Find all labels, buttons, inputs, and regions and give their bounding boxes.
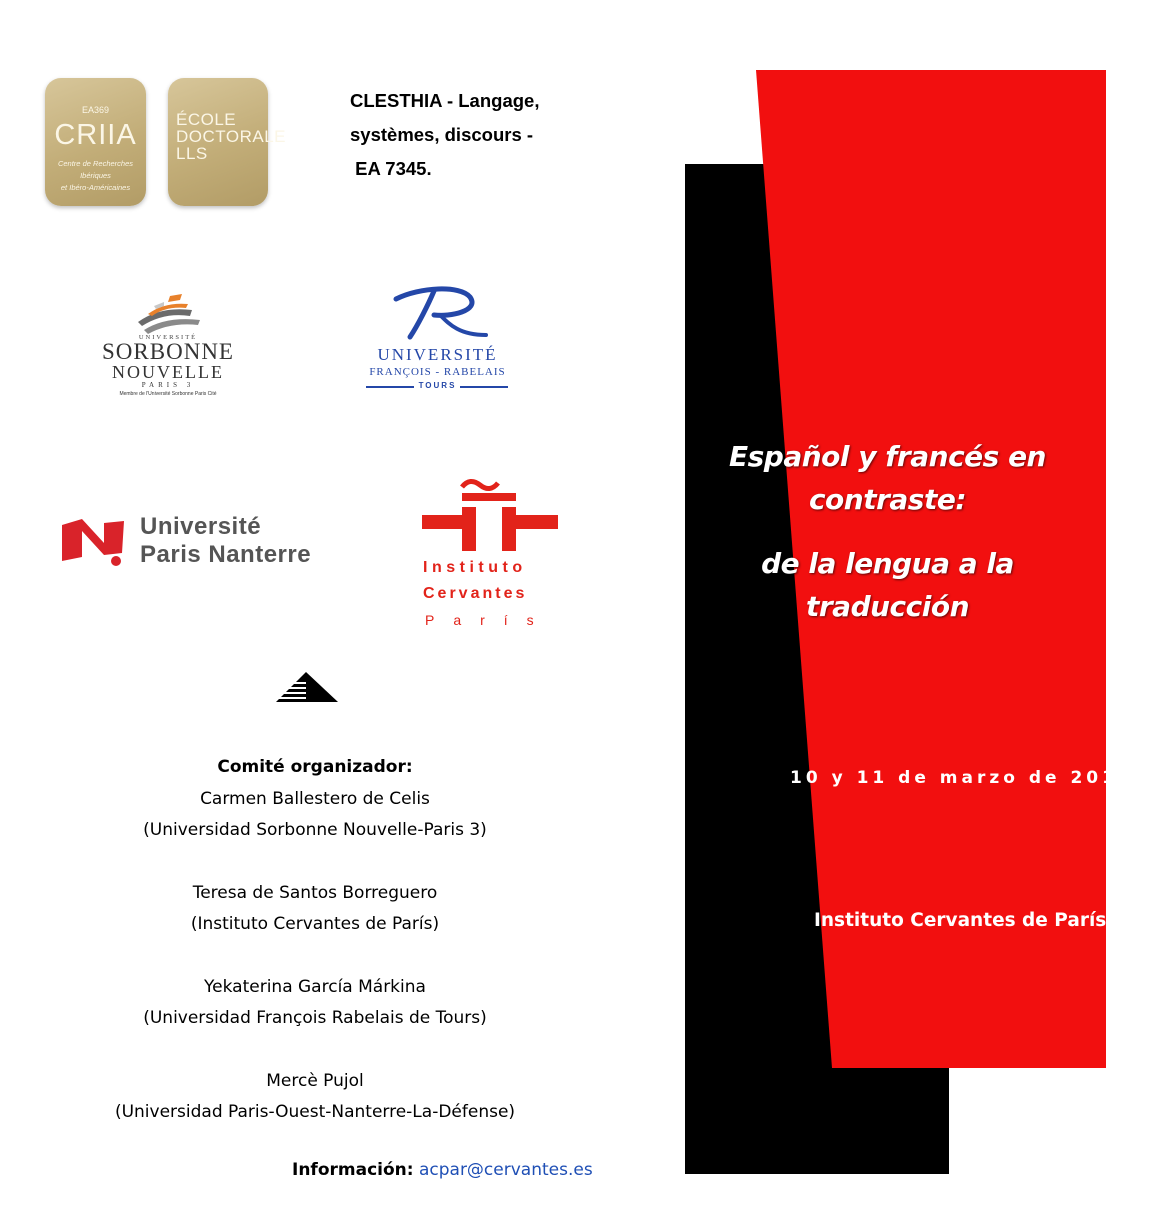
sorbonne-univ: UNIVERSITÉ — [138, 334, 198, 341]
criia-ea: EA369 — [81, 105, 110, 115]
sorbonne-name: SORBONNE — [102, 339, 234, 364]
committee-heading: Comité organizador: — [217, 757, 413, 777]
committee-member-name: Carmen Ballestero de Celis — [200, 788, 430, 809]
sorbonne-paris: PARIS 3 — [141, 381, 195, 389]
tours-univ: UNIVERSITÉ — [377, 345, 498, 364]
sorbonne-member: Membre de l'Université Sorbonne Paris Cité — [119, 391, 217, 397]
ecole-line: DOCTORALE — [176, 127, 286, 146]
criia-name: CRIIA — [54, 119, 137, 151]
nanterre-line: Université — [140, 513, 262, 540]
event-date: 10 y 11 de marzo de 2017 — [790, 768, 1134, 788]
event-title-line2: contraste: — [808, 483, 967, 516]
committee-member-affiliation: (Universidad François Rabelais de Tours) — [143, 1008, 487, 1028]
committee-member-name: Teresa de Santos Borreguero — [192, 882, 438, 903]
ecole-line: LLS — [176, 144, 208, 163]
committee-member-name: Mercè Pujol — [266, 1070, 364, 1091]
ecole-line: ÉCOLE — [176, 110, 237, 129]
criia-sub-line: Centre de Recherches — [57, 159, 134, 168]
event-title-line4: traducción — [805, 590, 970, 623]
tours-francois: FRANÇOIS - RABELAIS — [369, 366, 506, 378]
committee-member-affiliation: (Universidad Paris-Ouest-Nanterre-La-Défense) — [114, 1102, 516, 1122]
clesthia-line: systèmes, discours - — [350, 124, 534, 145]
cervantes-line2: Cervantes — [423, 585, 528, 602]
cervantes-line1: Instituto — [423, 559, 527, 576]
info-label: Información: — [292, 1160, 414, 1180]
nanterre-line: Paris Nanterre — [140, 541, 312, 568]
event-title-line3: de la lengua a la — [761, 547, 1014, 580]
committee-member-name: Yekaterina García Márkina — [204, 976, 426, 997]
clesthia-line: CLESTHIA - Langage, — [350, 90, 540, 111]
cervantes-line3: París — [425, 612, 553, 628]
criia-sub-line: et Ibéro-Américaines — [60, 183, 131, 192]
criia-sub-line: Ibériques — [80, 171, 111, 180]
committee-member-affiliation: (Instituto Cervantes de París) — [190, 914, 440, 934]
committee-member-affiliation: (Universidad Sorbonne Nouvelle-Paris 3) — [143, 820, 487, 840]
info-email-link[interactable]: acpar@cervantes.es — [418, 1160, 593, 1180]
event-venue: Instituto Cervantes de París — [814, 910, 1107, 931]
clesthia-line: EA 7345. — [350, 158, 432, 179]
sorbonne-nouvelle: NOUVELLE — [112, 362, 224, 382]
event-title-line1: Español y francés en — [729, 440, 1046, 473]
tours-city: TOURS — [418, 381, 457, 390]
